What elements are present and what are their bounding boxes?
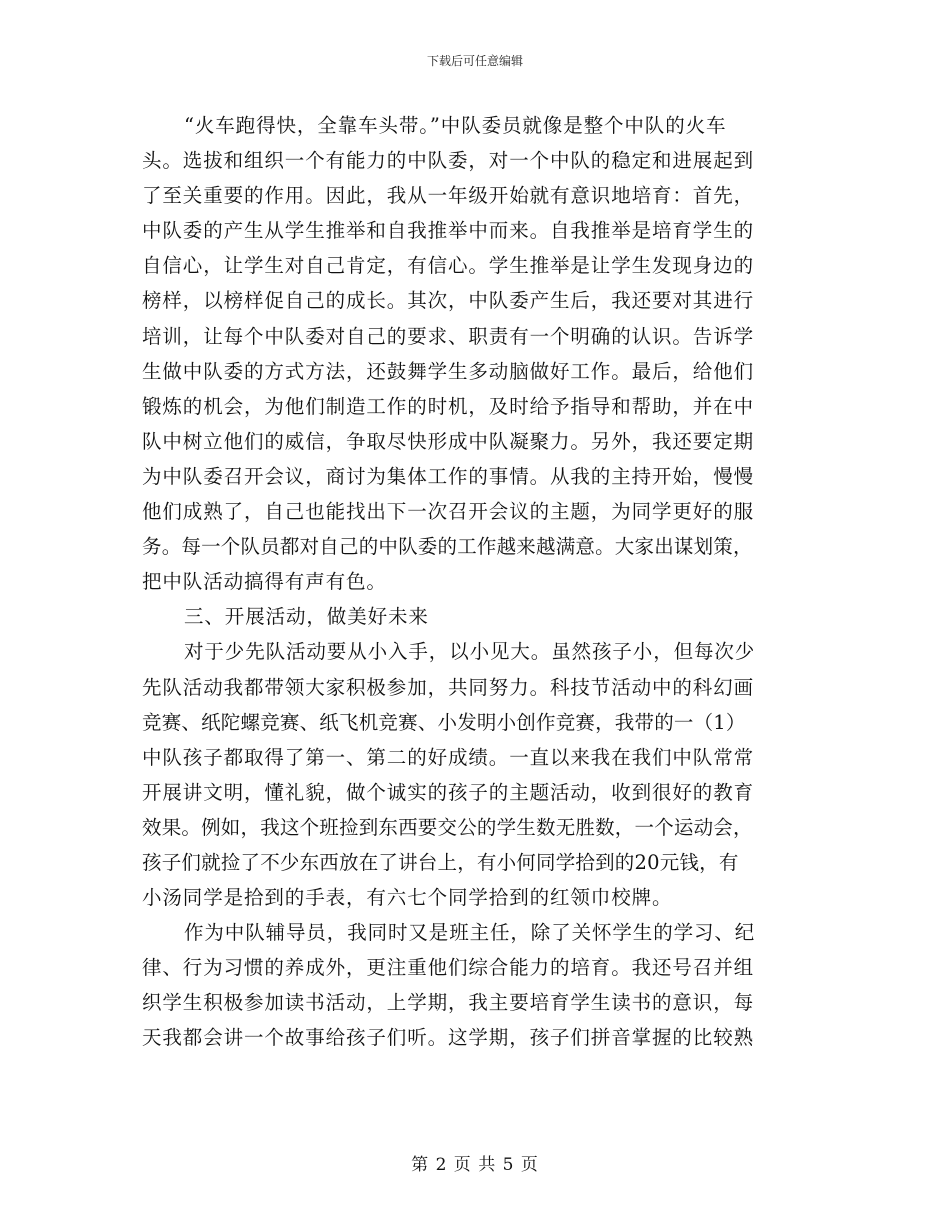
text-line: 织学生积极参加读书活动，上学期，我主要培育学生读书的意识，每 [142,991,755,1015]
text-line: 队中树立他们的威信，争取尽快形成中队凝聚力。另外，我还要定期 [142,429,755,453]
text-line: 对于少先队活动要从小入手，以小见大。虽然孩子小，但每次少 [184,640,756,664]
text-line: 先队活动我都带领大家积极参加，共同努力。科技节活动中的科幻画 [142,675,755,699]
text-line: 他们成熟了，自己也能找出下一次召开会议的主题，为同学更好的服 [142,500,755,524]
text-line: 务。每一个队员都对自己的中队委的工作越来越满意。大家出谋划策， [142,535,753,559]
text-line: 中队委的产生从学生推举和自我推举中而来。自我推举是培育学生的 [142,219,755,243]
document-body [142,108,810,1056]
text-line: 了至关重要的作用。因此，我从一年级开始就有意识地培育：首先， [142,184,755,208]
section-heading: 三、开展活动，做美好未来 [184,605,429,629]
text-line: 头。选拔和组织一个有能力的中队委，对一个中队的稳定和进展起到 [142,149,755,173]
text-line: 作为中队辅导员，我同时又是班主任，除了关怀学生的学习、纪 [184,921,756,945]
text-line: 天我都会讲一个故事给孩子们听。这学期，孩子们拼音掌握的比较熟 [142,1026,755,1050]
text-line: 榜样，以榜样促自己的成长。其次，中队委产生后，我还要对其进行 [142,289,755,313]
page-number: 第 2 页 共 5 页 [411,1155,539,1175]
text-line: 小汤同学是拾到的手表，有六七个同学拾到的红领巾校牌。 [142,886,673,910]
text-line: 锻炼的机会，为他们制造工作的时机，及时给予指导和帮助，并在中 [142,394,755,418]
text-line: 竞赛、纸陀螺竞赛、纸飞机竞赛、小发明小创作竞赛，我带的一（1） [142,710,746,734]
page-header: 下载后可任意编辑 [426,54,523,68]
text-line: 律、行为习惯的养成外，更注重他们综合能力的培育。我还号召并组 [142,956,755,980]
text-line: 效果。例如，我这个班捡到东西要交公的学生数无胜数，一个运动会， [142,815,753,839]
text-line: 自信心，让学生对自己肯定，有信心。学生推举是让学生发现身边的 [142,254,755,278]
text-line: “火车跑得快，全靠车头带。”中队委员就像是整个中队的火车 [184,114,727,137]
text-line: 培训，让每个中队委对自己的要求、职责有一个明确的认识。告诉学 [142,324,755,348]
text-line: 把中队活动搞得有声有色。 [142,570,387,594]
text-line: 孩子们就捡了不少东西放在了讲台上，有小何同学拾到的20元钱，有 [142,850,739,874]
text-line: 开展讲文明，懂礼貌，做个诚实的孩子的主题活动，收到很好的教育 [142,780,755,804]
text-line: 生做中队委的方式方法，还鼓舞学生多动脑做好工作。最后，给他们 [142,359,755,383]
text-line: 为中队委召开会议，商讨为集体工作的事情。从我的主持开始，慢慢 [142,464,755,488]
text-line: 中队孩子都取得了第一、第二的好成绩。一直以来我在我们中队常常 [142,745,755,769]
